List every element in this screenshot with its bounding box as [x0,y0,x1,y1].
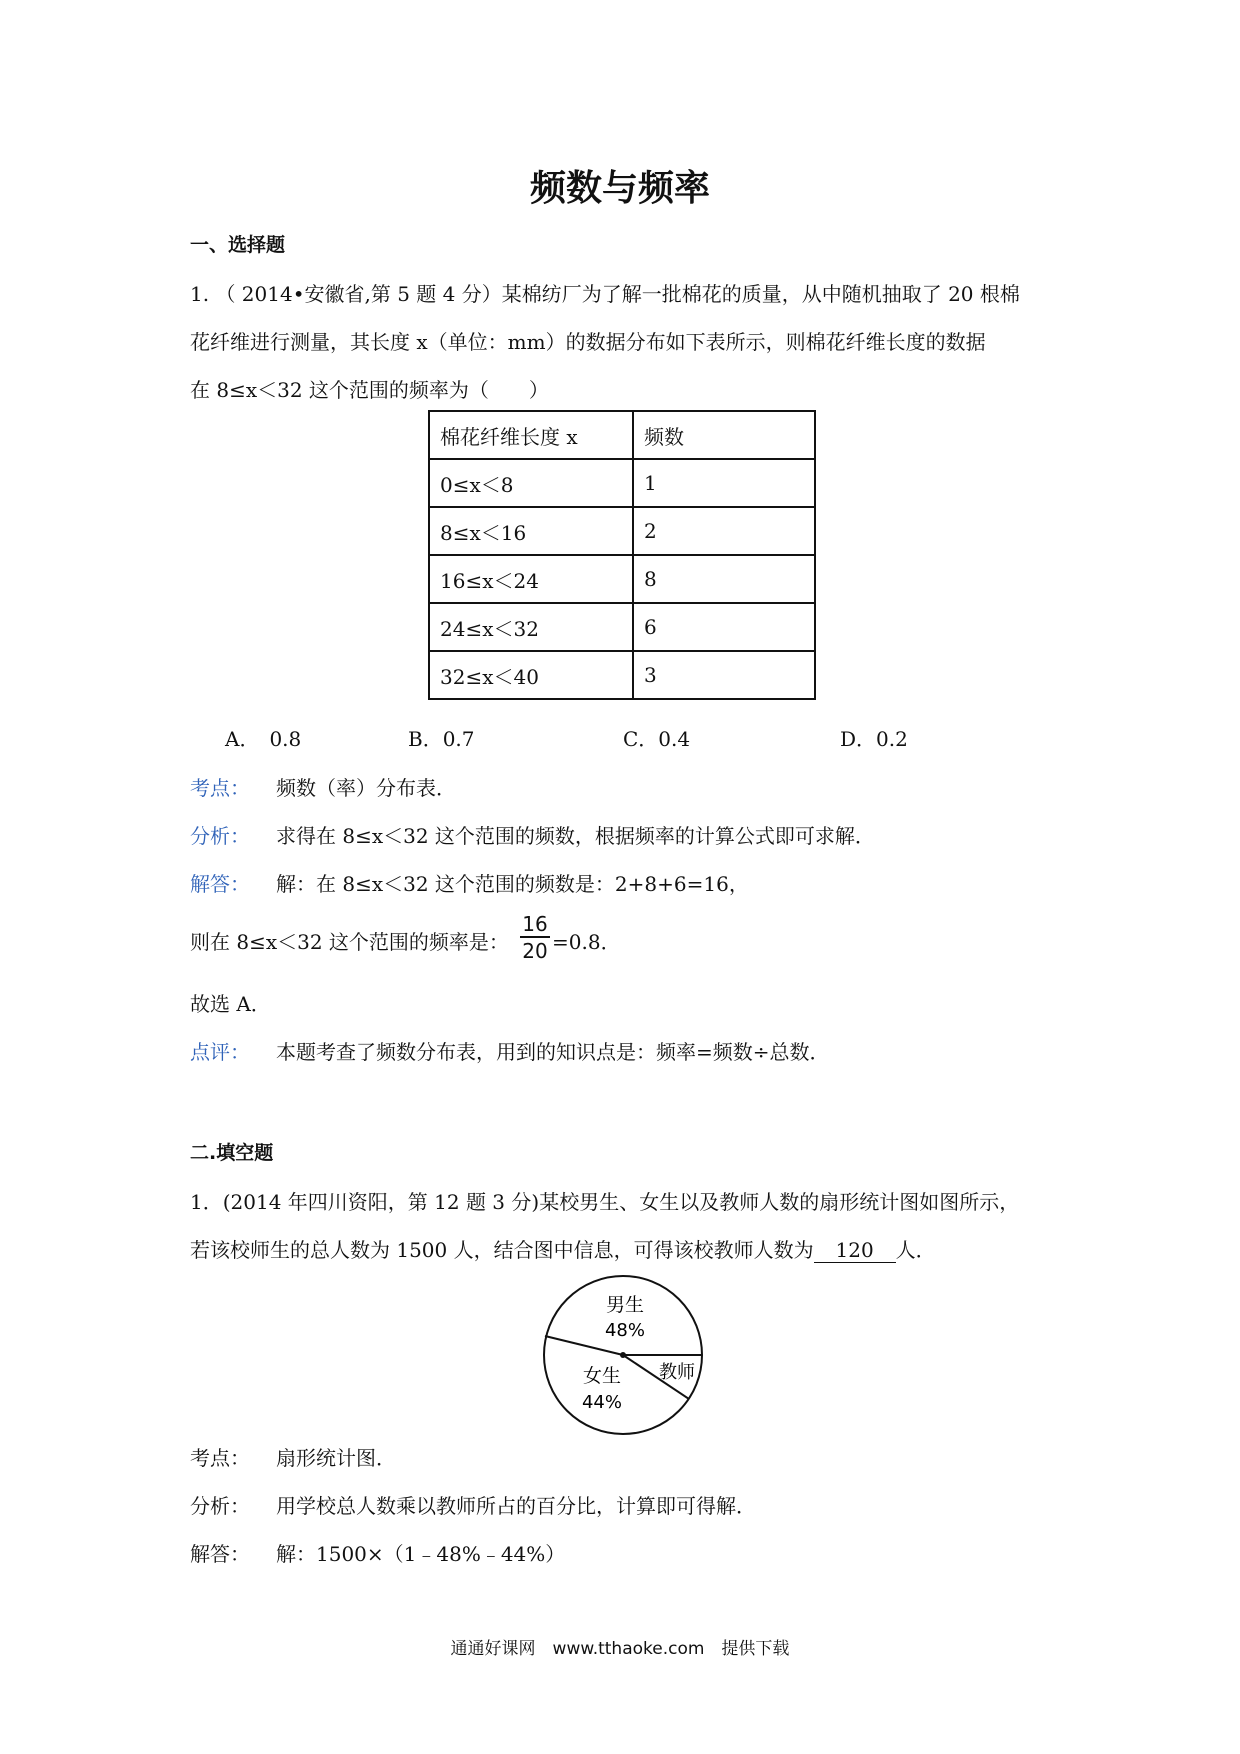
table-header-row [429,411,815,459]
option-c: C．0.4 [623,727,691,751]
dianping-label: 点评： [190,1040,250,1064]
section-heading-choice: 一、选择题 [190,234,286,256]
pie-pct-boys: 48% [604,1320,646,1341]
pie-center [620,1352,626,1358]
pie-chart [540,1270,710,1440]
option-d: D．0.2 [840,727,908,751]
fraction-numerator: 16 [520,912,550,938]
frequency-result-suffix: =0.8． [552,930,621,954]
question-text-line: 1．(2014 年四川资阳，第 12 题 3 分)某校男生、女生以及教师人数的扇形统计图如图所示， [190,1190,1020,1214]
fenxi-text: 用学校总人数乘以教师所占的百分比，计算即可得解． [276,1494,756,1518]
question-text-line: 1. （ 2014•安徽省,第 5 题 4 分）某棉纺厂为了解一批棉花的质量，从中随机抽取了 20 根棉 [190,282,1020,306]
kaodian-label: 考点： [190,1446,250,1470]
pie-label-girls: 女生 [582,1365,622,1387]
table-cell: 24≤x＜32 [429,603,633,651]
pie-label-boys: 男生 [605,1294,645,1316]
kaodian-row [190,1442,396,1471]
table-cell: 8≤x＜16 [429,507,633,555]
kaodian-label: 考点： [190,776,250,800]
table-cell: 0≤x＜8 [429,459,633,507]
table-cell: 3 [633,651,815,699]
fenxi-label: 分析： [190,824,250,848]
fenxi-text: 求得在 8≤x＜32 这个范围的频数，根据频率的计算公式即可求解． [276,824,875,848]
fraction-denominator: 20 [522,939,548,963]
fenxi-row [190,820,875,849]
table-cell: 2 [633,507,815,555]
table-cell: 32≤x＜40 [429,651,633,699]
question-text-line: 花纤维进行测量，其长度 x（单位：mm）的数据分布如下表所示，则棉花纤维长度的数据 [190,330,986,354]
question-text-line [190,1234,936,1263]
kaodian-row [190,772,456,801]
question-text: 若该校师生的总人数为 1500 人，结合图中信息，可得该校教师人数为 [190,1238,814,1262]
option-b: B．0.7 [408,727,475,751]
jieda-row [190,1538,565,1567]
question-text: 人． [895,1238,936,1262]
table-cell: 1 [633,459,815,507]
jieda-label: 解答： [190,872,250,896]
answer-blank: 120 [814,1238,896,1263]
frequency-result-prefix: 则在 8≤x＜32 这个范围的频率是： [190,930,509,954]
section-heading-fill: 二.填空题 [190,1142,274,1164]
table-header: 频数 [633,411,815,459]
jieda-label: 解答： [190,1542,250,1566]
page-footer: 通通好课网 www.tthaoke.com 提供下载 [450,1639,790,1659]
dianping-text: 本题考查了频数分布表，用到的知识点是：频率=频数÷总数． [276,1040,830,1064]
fraction [520,912,550,964]
jieda-row [190,868,749,897]
table-row [429,555,815,603]
table-row [429,651,815,699]
answer-choice: 故选 A． [190,992,271,1016]
option-a: A． 0.8 [225,727,302,751]
table-row [429,459,815,507]
fenxi-row [190,1490,756,1519]
jieda-text: 解：1500×（1﹣48%﹣44%） [276,1542,566,1566]
table-cell: 6 [633,603,815,651]
table-cell: 16≤x＜24 [429,555,633,603]
table-header: 棉花纤维长度 x [429,411,633,459]
pie-label-teacher: 教师 [659,1362,695,1383]
kaodian-text: 频数（率）分布表． [276,776,456,800]
table-cell: 8 [633,555,815,603]
frequency-table [428,410,816,700]
table-row [429,507,815,555]
fenxi-label: 分析： [190,1494,250,1518]
page-title: 频数与频率 [529,168,710,209]
kaodian-text: 扇形统计图． [276,1446,396,1470]
jieda-text: 解：在 8≤x＜32 这个范围的频数是：2+8+6=16， [276,872,749,896]
pie-pct-girls: 44% [581,1392,623,1413]
dianping-row [190,1036,830,1065]
question-text-line: 在 8≤x＜32 这个范围的频率为（ ） [190,378,549,402]
table-row [429,603,815,651]
